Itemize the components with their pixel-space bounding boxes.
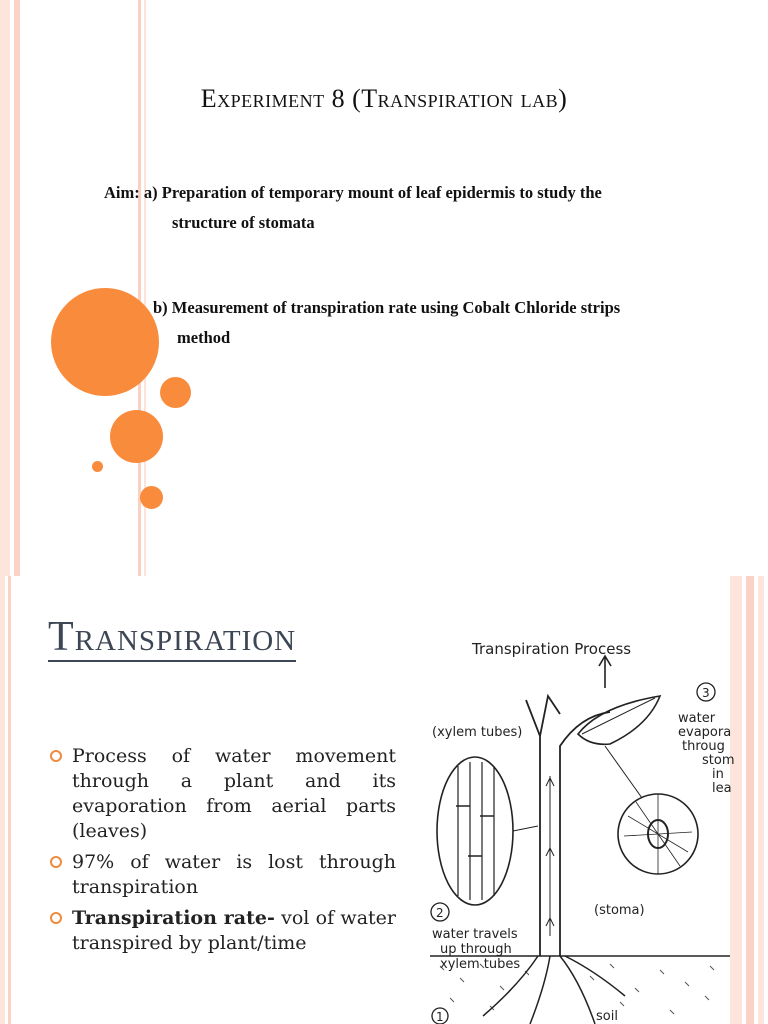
step2-line2: up through bbox=[440, 942, 512, 957]
decor-circle bbox=[110, 410, 163, 463]
decor-stripe bbox=[746, 576, 754, 1024]
aim-part-b bbox=[153, 293, 743, 353]
step3-line6: lea bbox=[712, 781, 732, 796]
decor-stripe bbox=[758, 576, 764, 1024]
step1-marker bbox=[432, 1008, 448, 1024]
bullet-circle-icon bbox=[50, 856, 62, 868]
aim-part-a bbox=[104, 178, 724, 238]
svg-text:2: 2 bbox=[436, 906, 444, 920]
aim-a-line2: structure of stomata bbox=[172, 213, 315, 232]
svg-text:1: 1 bbox=[436, 1010, 444, 1024]
stoma-label: (stoma) bbox=[594, 903, 645, 918]
decor-circle bbox=[160, 377, 191, 408]
bullet-item: Transpiration rate- vol of water transpired by plant/time bbox=[50, 906, 396, 956]
slide-transpiration bbox=[0, 576, 768, 1024]
transpiration-diagram bbox=[410, 626, 740, 1024]
bullet-item: Process of water movement through a plant and its evaporation from aerial parts (leaves) bbox=[50, 744, 396, 844]
decor-circle bbox=[140, 486, 163, 509]
step2-line3: xylem tubes bbox=[440, 957, 521, 972]
slide-title: Experiment 8 (Transpiration lab) bbox=[200, 84, 568, 113]
aim-a-line1: Aim: a) Preparation of temporary mount of leaf epidermis to study the bbox=[104, 183, 602, 202]
step3-line2: evapora bbox=[678, 725, 732, 740]
aim-b-line1: b) Measurement of transpiration rate using Cobalt Chloride strips bbox=[153, 298, 621, 317]
step2-line1: water travels bbox=[432, 927, 518, 942]
step3-line5: in bbox=[712, 767, 724, 782]
bullet-item: 97% of water is lost through transpiration bbox=[50, 850, 396, 900]
slide-title: Transpiration bbox=[48, 614, 297, 660]
bullet-list bbox=[50, 744, 396, 962]
svg-text:3: 3 bbox=[702, 686, 710, 700]
xylem-zoom-circle bbox=[437, 757, 538, 905]
bullet-circle-icon bbox=[50, 912, 62, 924]
xylem-label: (xylem tubes) bbox=[432, 725, 523, 740]
decor-circle bbox=[92, 461, 103, 472]
step3-line4: stom bbox=[702, 753, 735, 768]
step3-line1: water bbox=[678, 711, 716, 726]
decor-stripe bbox=[8, 576, 11, 1024]
stoma-zoom-circle bbox=[605, 746, 698, 874]
decor-circle-large bbox=[51, 288, 159, 396]
leaf-drawing bbox=[578, 656, 660, 744]
step3-marker bbox=[697, 683, 715, 701]
step2-marker bbox=[431, 903, 449, 921]
decor-stripe bbox=[0, 576, 5, 1024]
step3-line3: throug bbox=[682, 739, 725, 754]
diagram-title: Transpiration Process bbox=[472, 640, 632, 658]
aim-b-line2: method bbox=[177, 328, 231, 347]
soil-label: soil bbox=[596, 1009, 618, 1024]
bullet-circle-icon bbox=[50, 750, 62, 762]
